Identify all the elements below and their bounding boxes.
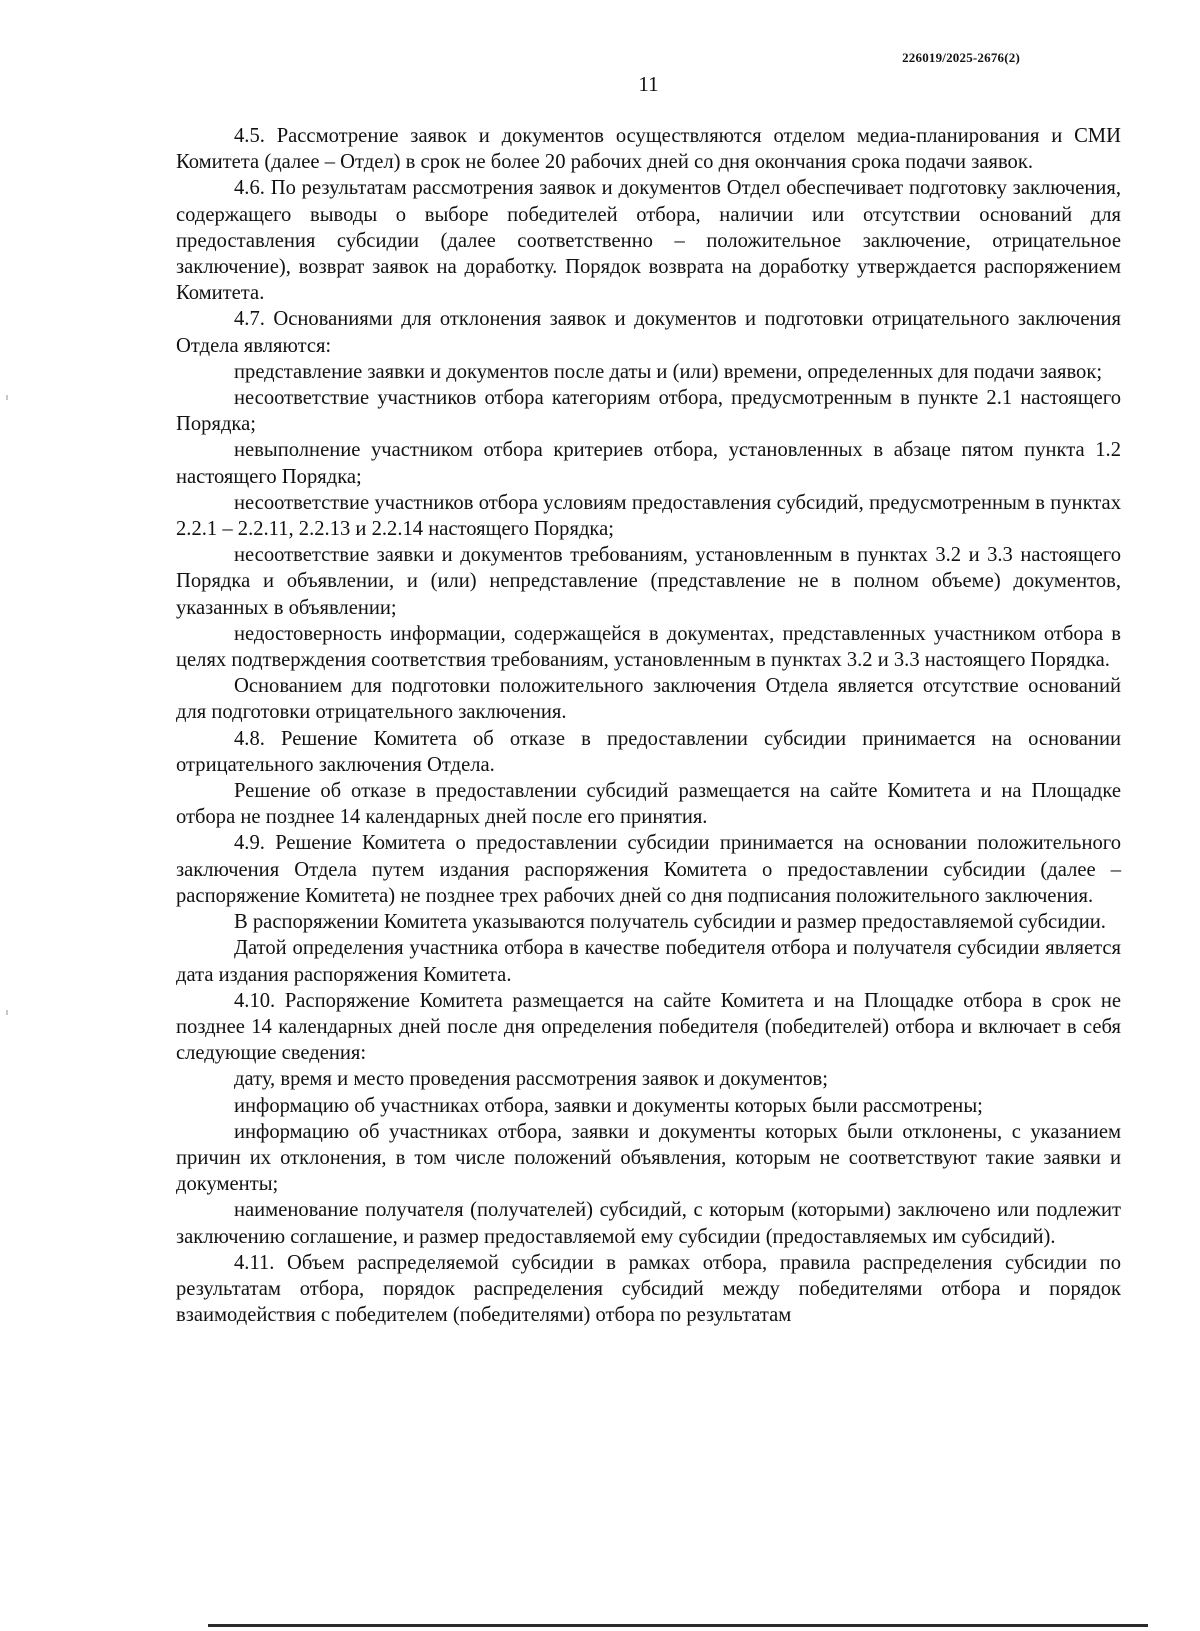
page-number: 11: [638, 72, 659, 96]
document-registration-number: 226019/2025-2676(2): [902, 50, 1020, 65]
scan-edge-line: [208, 1624, 1148, 1627]
paragraph-order-contents: В распоряжении Комитета указываются получатель субсидии и размер предоставляемой субсидии.: [234, 911, 1106, 934]
paragraph-4-11: 4.11. Объем распределяемой субсидии в рамках отбора, правила распределения субсидии по результатам отбора, порядок распределения субсидий между победителями отбора и порядок взаимодействия с победителем (победителями) отбора по результатам: [176, 1251, 1121, 1327]
list-item-unreliable-information: недостоверность информации, содержащейся в документах, представленных участником отбора в целях подтверждения соответствия требованиям, установленным в пунктах 3.2 и 3.3 настоящего Порядка.: [176, 622, 1121, 672]
list-item-recipient-name: наименование получателя (получателей) субсидий, с которым (которыми) заключено или подлежит заключению соглашение, и размер предоставляемой ему субсидии (предоставляемых им субсидий).: [176, 1199, 1121, 1248]
document-body: [176, 123, 1121, 1328]
paragraph-4-5: 4.5. Рассмотрение заявок и документов осуществляются отделом медиа-планирования и СМИ Комитета (далее – Отдел) в срок не более 20 рабочих дней со дня окончания срока подачи заявок.: [176, 125, 1121, 174]
list-item-rejected-participants: информацию об участниках отбора, заявки и документы которых были отклонены, с указанием причин их отклонения, в том числе положений объявления, которым не соответствуют такие заявки и документы;: [176, 1120, 1121, 1196]
paragraph-determination-date: Датой определения участника отбора в качестве победителя отбора и получателя субсидии является дата издания распоряжения Комитета.: [176, 937, 1121, 986]
paragraph-4-9: 4.9. Решение Комитета о предоставлении субсидии принимается на основании положительного заключения Отдела путем издания распоряжения Комитета о предоставлении субсидии (далее – распоряжение Комитета) не позднее трех рабочих дней со дня подписания положительного заключения.: [176, 832, 1121, 907]
paragraph-4-8: 4.8. Решение Комитета об отказе в предоставлении субсидии принимается на основании отрицательного заключения Отдела.: [176, 727, 1121, 776]
list-item-review-date: дату, время и место проведения рассмотрения заявок и документов;: [234, 1068, 828, 1091]
list-item-requirements-mismatch: несоответствие заявки и документов требованиям, установленным в пунктах 3.2 и 3.3 настоящего Порядка и объявлении, и (или) непредставление (представление не в полном объеме) документов, указанных в объявлении;: [176, 544, 1121, 619]
paragraph-4-6: 4.6. По результатам рассмотрения заявок и документов Отдел обеспечивает подготовку заключения, содержащего выводы о выборе победителей отбора, наличии или отсутствии оснований для предоставления субсидии (далее соответственно – положительное заключение, отрицательное заключение), возврат заявок на доработку. Порядок возврата на доработку утверждается распоряжением Комитета.: [176, 177, 1121, 305]
list-item-reviewed-participants: информацию об участниках отбора, заявки и документы которых были рассмотрены;: [234, 1094, 983, 1117]
list-item-conditions-mismatch: несоответствие участников отбора условиям предоставления субсидий, предусмотренным в пунктах 2.2.1 – 2.2.11, 2.2.13 и 2.2.14 настоящего Порядка;: [176, 491, 1121, 541]
paragraph-positive-conclusion-basis: Основанием для подготовки положительного заключения Отдела является отсутствие оснований для подготовки отрицательного заключения.: [176, 675, 1121, 724]
list-item-category-mismatch: несоответствие участников отбора категориям отбора, предусмотренным в пункте 2.1 настоящего Порядка;: [176, 387, 1121, 436]
scan-artifact: [6, 395, 8, 400]
list-item-late-submission: представление заявки и документов после даты и (или) времени, определенных для подачи заявок;: [234, 360, 1103, 383]
paragraph-4-10: 4.10. Распоряжение Комитета размещается на сайте Комитета и на Площадке отбора в срок не позднее 14 календарных дней после дня определения победителя (победителей) отбора и включает в себя следующие сведения:: [176, 989, 1121, 1065]
paragraph-refusal-publication: Решение об отказе в предоставлении субсидий размещается на сайте Комитета и на Площадке отбора не позднее 14 календарных дней после его принятия.: [176, 780, 1121, 829]
list-item-criteria-failure: невыполнение участником отбора критериев отбора, установленных в абзаце пятом пункта 1.2 настоящего Порядка;: [176, 439, 1121, 488]
paragraph-4-7: 4.7. Основаниями для отклонения заявок и документов и подготовки отрицательного заключения Отдела являются:: [176, 308, 1121, 357]
scan-artifact: [6, 1010, 8, 1015]
